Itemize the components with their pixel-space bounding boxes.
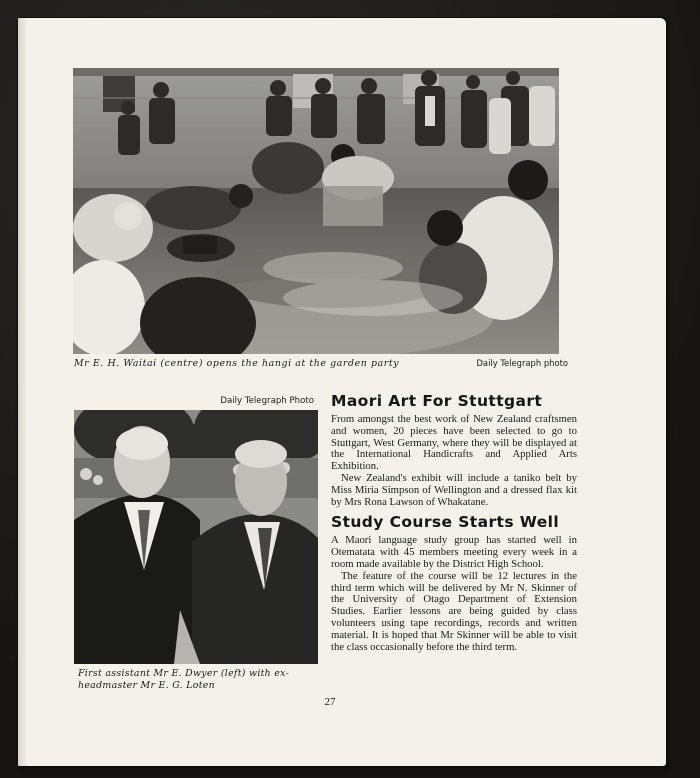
- hangi-photo: [73, 68, 559, 354]
- hangi-photo-illustration: [73, 68, 559, 354]
- article-maori-art-paragraph-2: New Zealand's exhibit will include a taniko belt by Miss Miria Simpson of Wellington and a dressed flax kit by Mrs Rona Lawson of Whakatane.: [331, 471, 577, 508]
- article-maori-art-headline: Maori Art For Stuttgart: [331, 392, 543, 410]
- portrait-photo: [74, 410, 318, 664]
- portrait-photo-illustration: [74, 410, 318, 664]
- article-study-course-headline: Study Course Starts Well: [331, 513, 560, 532]
- hangi-photo-caption: Mr E. H. Waitai (centre) opens the hangi at the garden party: [74, 358, 400, 369]
- page-gutter-shadow: [18, 18, 28, 766]
- portrait-photo-caption: First assistant Mr E. Dwyer (left) with ex-headmaster Mr E. G. Loten: [78, 668, 290, 691]
- article-study-course-paragraph-2: The feature of the course will be 12 lectures in the third term which will be delivered by Mr N. Skinner of the University of Otago Department of Extension Studies. Earlier lessons are being guided by class volunteers using tape recordings, records and written material. It is hoped that Mr Skinner will be able to visit the class occasionally before the third term.: [331, 569, 577, 653]
- page-number: 27: [324, 696, 336, 708]
- article-maori-art-paragraph-1: From amongst the best work of New Zealand craftsmen and women, 20 pieces have been selected to go to Stuttgart, West Germany, where they will be displayed at the International Handicrafts and Applied Arts Exhibition.: [331, 413, 577, 473]
- articles-column: [331, 392, 577, 653]
- article-study-course-paragraph-1: A Maori language study group has started well in Otematata with 45 members meeting every week in a room made available by the District High School.: [331, 534, 577, 570]
- portrait-photo-credit: Daily Telegraph Photo: [220, 396, 314, 406]
- hangi-photo-credit: Daily Telegraph photo: [476, 358, 568, 368]
